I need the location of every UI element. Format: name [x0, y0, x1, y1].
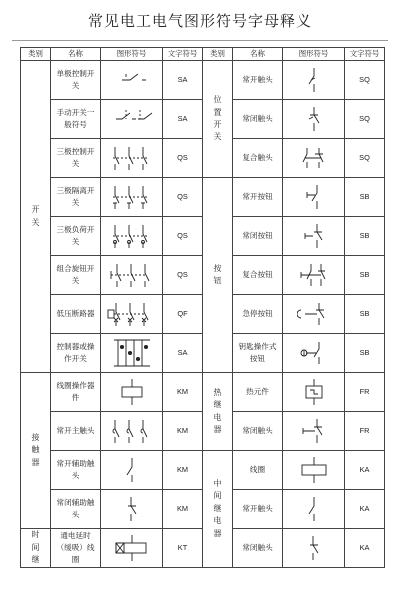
controller-switch-icon [101, 334, 163, 373]
table-row [21, 451, 385, 490]
row-code: SB [345, 334, 385, 373]
row-code: KM [163, 373, 203, 412]
row-code: SA [163, 61, 203, 100]
row-name: 常开触头 [233, 61, 283, 100]
row-code: SB [345, 256, 385, 295]
table-header [21, 48, 385, 61]
row-code: KM [163, 490, 203, 529]
row-code: QS [163, 256, 203, 295]
row-code: QS [163, 217, 203, 256]
combination-rotary-switch-icon [101, 256, 163, 295]
row-name: 常开辅助触头 [51, 451, 101, 490]
nc-button-icon [283, 217, 345, 256]
page-title: 常见电工电气图形符号字母释义 [87, 12, 312, 30]
limit-nc-contact-icon [283, 100, 345, 139]
thermal-element-icon [283, 373, 345, 412]
three-pole-switch-icon [101, 139, 163, 178]
row-name: 组合旋钮开关 [51, 256, 101, 295]
header-symbol: 图形符号 [101, 48, 163, 61]
delay-coil-icon [101, 529, 163, 568]
category-intermediate-relay: 中间继电器 [203, 451, 233, 568]
row-name: 急停按钮 [233, 295, 283, 334]
row-code: SQ [345, 100, 385, 139]
row-name: 常闭触头 [233, 100, 283, 139]
relay-coil-icon [283, 451, 345, 490]
row-code: SB [345, 295, 385, 334]
header-category: 类别 [21, 48, 51, 61]
category-time-relay: 时间继 [21, 529, 51, 568]
thermal-nc-contact-icon [283, 412, 345, 451]
limit-no-contact-icon [283, 61, 345, 100]
row-name: 单极控制开关 [51, 61, 101, 100]
header-name-right: 名称 [233, 48, 283, 61]
row-name: 三极隔离开关 [51, 178, 101, 217]
row-code: FR [345, 412, 385, 451]
main-contact-icon [101, 412, 163, 451]
category-button: 按钮 [203, 178, 233, 373]
row-code: QS [163, 139, 203, 178]
row-name: 三极负荷开关 [51, 217, 101, 256]
row-name: 线圈操作器件 [51, 373, 101, 412]
compound-button-icon [283, 256, 345, 295]
row-code: SB [345, 178, 385, 217]
category-position-switch: 位置开关 [203, 61, 233, 178]
header-category-right: 类别 [203, 48, 233, 61]
header-symbol-right: 图形符号 [283, 48, 345, 61]
single-pole-switch-icon [101, 61, 163, 100]
low-voltage-breaker-icon [101, 295, 163, 334]
category-switch: 开关 [21, 61, 51, 373]
row-name: 常开触头 [233, 490, 283, 529]
table-row [21, 61, 385, 100]
row-name: 控制器或操作开关 [51, 334, 101, 373]
row-name: 常开按钮 [233, 178, 283, 217]
row-name: 手动开关一般符号 [51, 100, 101, 139]
row-code: SQ [345, 139, 385, 178]
aux-no-contact-icon [101, 451, 163, 490]
row-code: KA [345, 451, 385, 490]
category-thermal-relay: 热继电器 [203, 373, 233, 451]
row-code: KA [345, 490, 385, 529]
header-code-right: 文字符号 [345, 48, 385, 61]
row-code: FR [345, 373, 385, 412]
row-code: QF [163, 295, 203, 334]
emergency-stop-icon [283, 295, 345, 334]
symbol-table [20, 47, 385, 568]
three-pole-load-switch-icon [101, 217, 163, 256]
aux-nc-contact-icon [101, 490, 163, 529]
three-pole-isolator-icon [101, 178, 163, 217]
row-name: 常闭辅助触头 [51, 490, 101, 529]
category-contactor: 接触器 [21, 373, 51, 529]
row-name: 低压断路器 [51, 295, 101, 334]
row-code: KM [163, 451, 203, 490]
limit-compound-contact-icon [283, 139, 345, 178]
header-name: 名称 [51, 48, 101, 61]
row-name: 复合触头 [233, 139, 283, 178]
row-name: 常开主触头 [51, 412, 101, 451]
table-row [21, 178, 385, 217]
row-name: 常闭触头 [233, 412, 283, 451]
table-row [21, 373, 385, 412]
relay-nc-contact-icon [283, 529, 345, 568]
row-code: SA [163, 334, 203, 373]
title-divider [12, 40, 388, 41]
row-name: 三极控制开关 [51, 139, 101, 178]
row-code: KT [163, 529, 203, 568]
row-name: 常闭按钮 [233, 217, 283, 256]
header-code: 文字符号 [163, 48, 203, 61]
row-code: SB [345, 217, 385, 256]
row-name: 热元件 [233, 373, 283, 412]
row-name: 复合按钮 [233, 256, 283, 295]
row-code: SA [163, 100, 203, 139]
key-button-icon [283, 334, 345, 373]
row-code: KM [163, 412, 203, 451]
row-name: 通电延时（缓吸）线圈 [51, 529, 101, 568]
row-code: SQ [345, 61, 385, 100]
relay-no-contact-icon [283, 490, 345, 529]
row-name: 线圈 [233, 451, 283, 490]
row-name: 常闭触头 [233, 529, 283, 568]
row-code: QS [163, 178, 203, 217]
row-name: 钥匙操作式按钮 [233, 334, 283, 373]
row-code: KA [345, 529, 385, 568]
coil-icon [101, 373, 163, 412]
no-button-icon [283, 178, 345, 217]
manual-switch-icon [101, 100, 163, 139]
